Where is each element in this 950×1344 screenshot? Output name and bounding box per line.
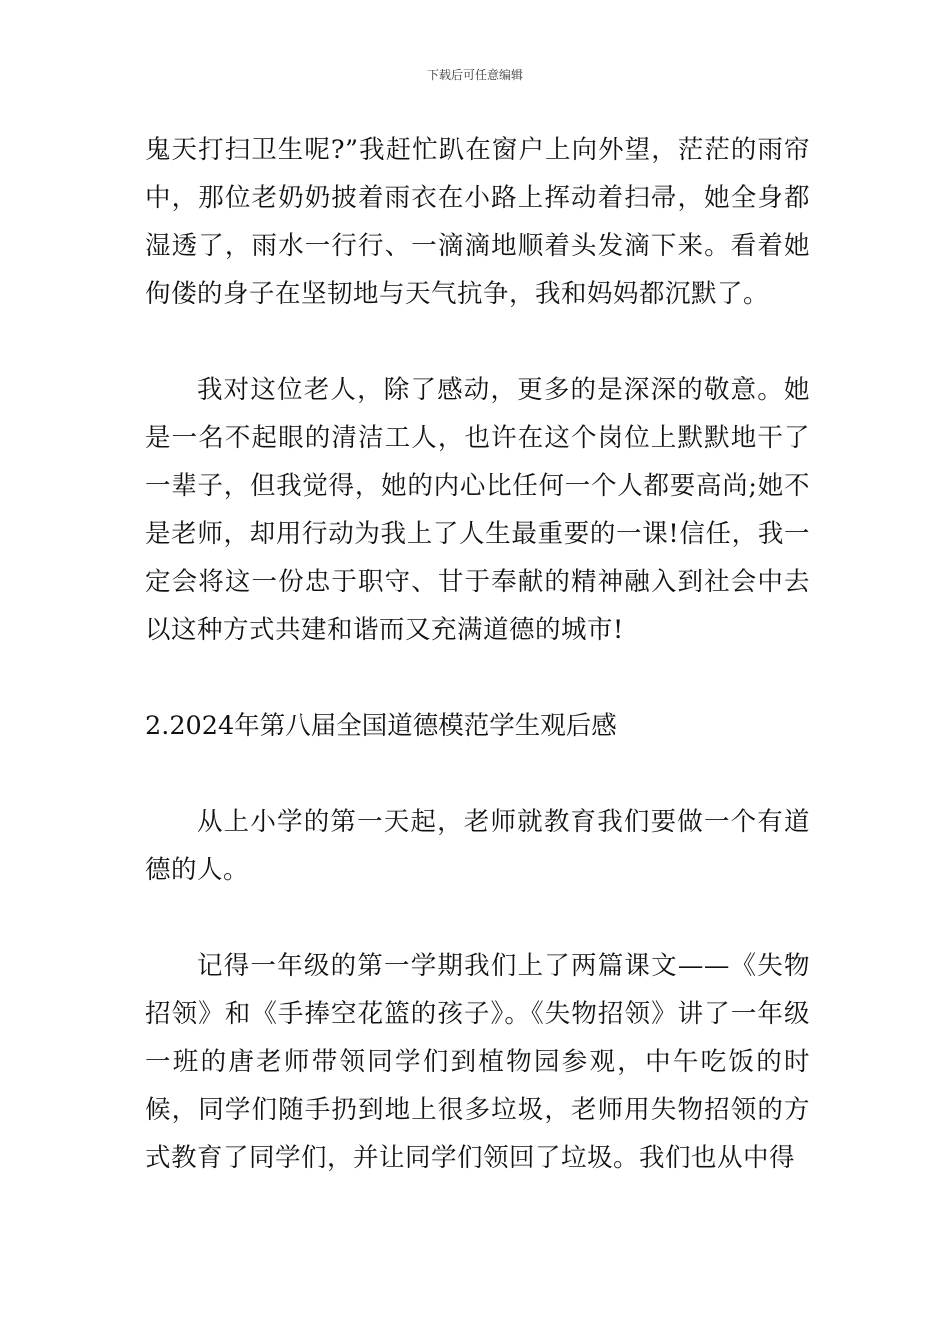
paragraph-continuation: 鬼天打扫卫生呢?”我赶忙趴在窗户上向外望，茫茫的雨帘中，那位老奶奶披着雨衣在小路上挥动着扫帚，她全身都湿透了，雨水一行行、一滴滴地顺着头发滴下来。看着她佝偻的身子在坚韧地与天气抗争，我和妈妈都沉默了。 [145, 135, 810, 309]
paragraph-respect: 我对这位老人，除了感动，更多的是深深的敬意。她是一名不起眼的清洁工人，也许在这个岗位上默默地干了一辈子，但我觉得，她的内心比任何一个人都要高尚;她不是老师，却用行动为我上了人生最重要的一课!信任，我一定会将这一份忠于职守、甘于奉献的精神融入到社会中去以这种方式共建和谐而又充满道德的城市! [145, 375, 810, 645]
document-body [145, 126, 810, 1182]
paragraph-gap [145, 318, 810, 366]
paragraph-gap [145, 750, 810, 798]
page-header: 下载后可任意编辑 [426, 68, 523, 82]
paragraph-gap [145, 654, 810, 702]
paragraph-gap [145, 894, 810, 942]
paragraph-intro: 从上小学的第一天起，老师就教育我们要做一个有道德的人。 [145, 807, 810, 885]
section-heading: 2.2024年第八届全国道德模范学生观后感 [145, 711, 617, 741]
paragraph-lessons: 记得一年级的第一学期我们上了两篇课文——《失物招领》和《手捧空花篮的孩子》。《失物招领》讲了一年级一班的唐老师带领同学们到植物园参观，中午吃饭的时候，同学们随手扔到地上很多垃圾，老师用失物招领的方式教育了同学们，并让同学们领回了垃圾。我们也从中得 [145, 951, 810, 1173]
